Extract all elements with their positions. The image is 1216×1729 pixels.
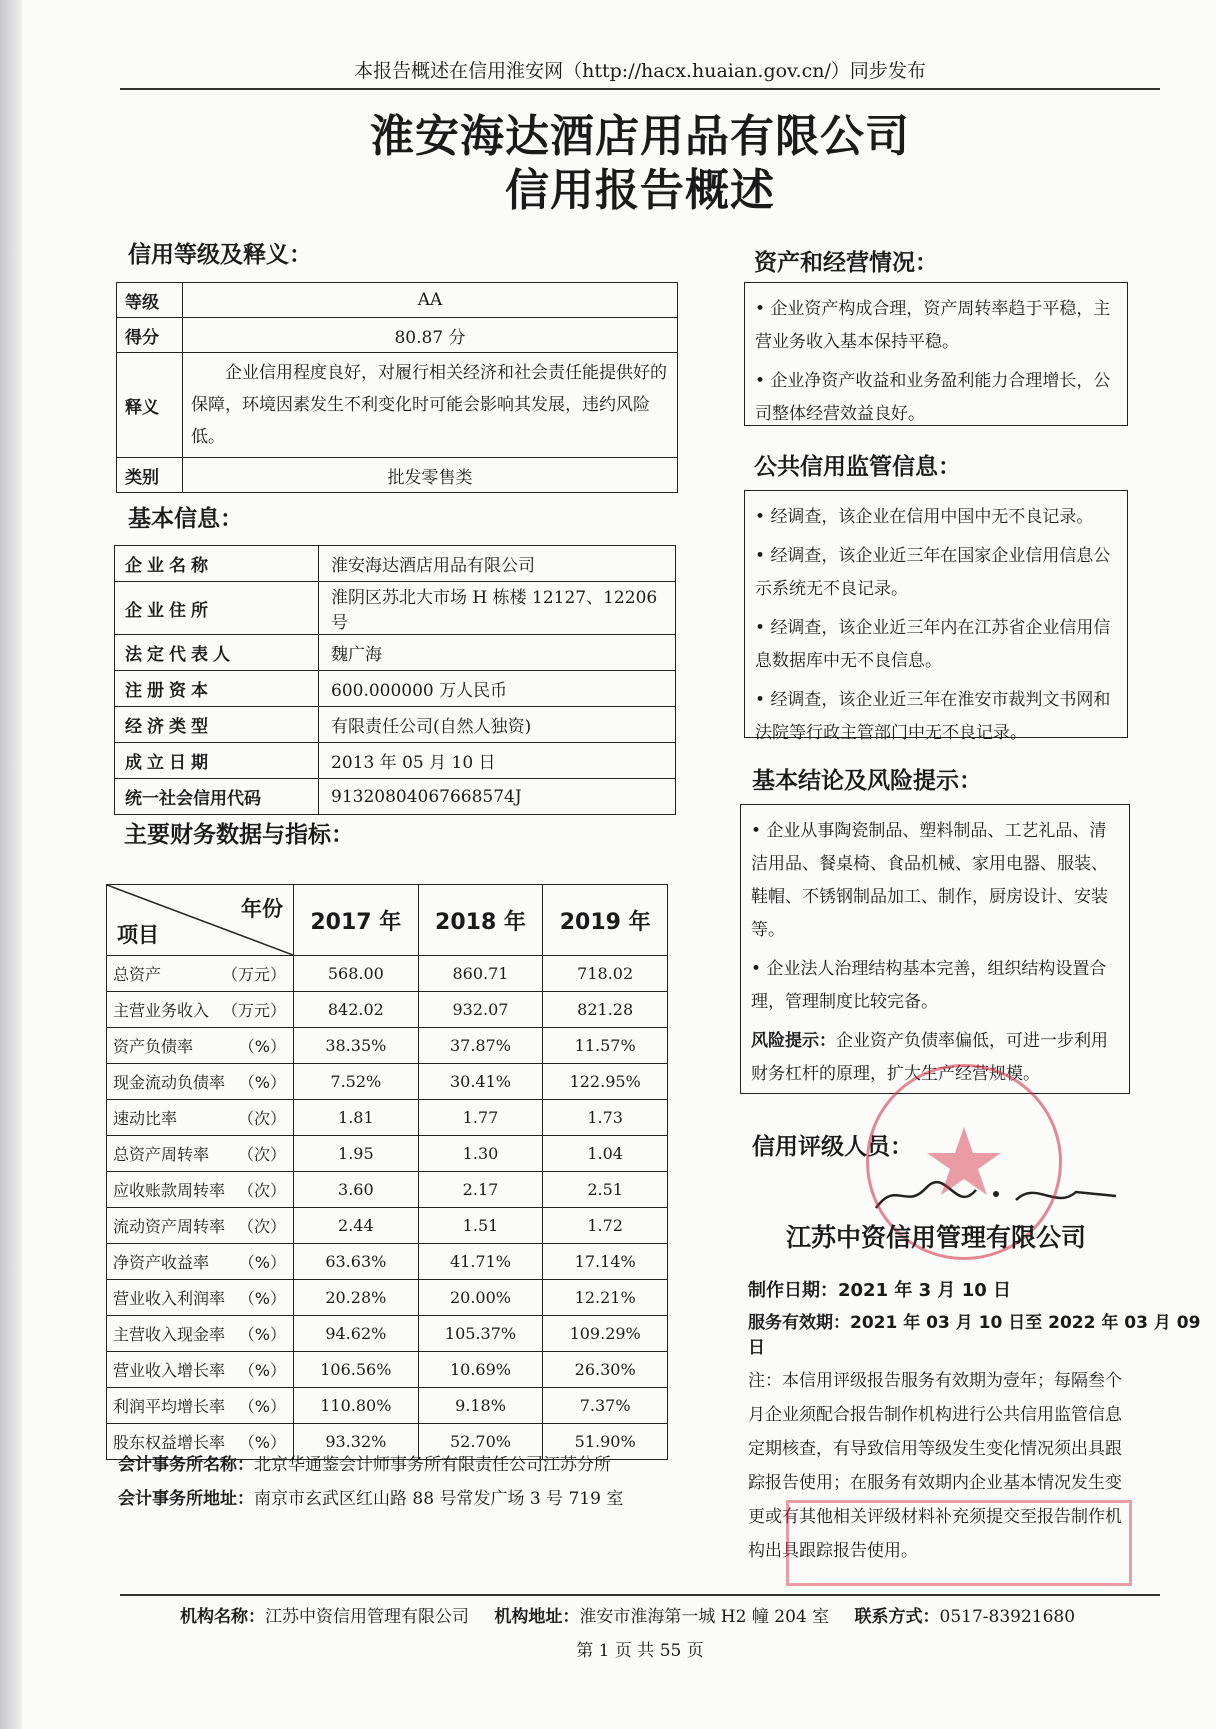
footer-org-label: 机构名称： (180, 1607, 265, 1627)
financial-value: 2.17 (418, 1172, 543, 1208)
financial-item-name (107, 1208, 294, 1244)
financial-item-label: 现金流动负债率 (113, 1073, 226, 1092)
footer-addr-label: 机构地址： (494, 1607, 580, 1627)
score-value: 80.87 分 (183, 318, 678, 353)
financial-value: 568.00 (294, 956, 419, 992)
financial-item-label: 主营收入现金率 (113, 1325, 226, 1344)
conclusion-heading: 基本结论及风险提示： (752, 768, 982, 794)
basic-info-heading: 基本信息： (128, 506, 243, 532)
financial-value: 932.07 (418, 992, 543, 1028)
financial-item-name (107, 1316, 294, 1352)
financial-item-unit: （次） (237, 1217, 286, 1236)
basic-row (115, 546, 676, 582)
financial-item-label: 速动比率 (113, 1109, 178, 1128)
financial-value: 122.95% (543, 1064, 668, 1100)
year-2019-header: 2019 年 (543, 885, 668, 956)
publish-note: 本报告概述在信用淮安网（http://hacx.huaian.gov.cn/）同步发布 (354, 60, 926, 82)
financial-value: 1.51 (418, 1208, 543, 1244)
category-value: 批发零售类 (183, 458, 678, 493)
category-label: 类别 (117, 458, 183, 493)
corner-year-label: 年份 (241, 897, 283, 921)
financial-item-name (107, 956, 294, 992)
financial-item-label: 净资产收益率 (113, 1253, 210, 1272)
financial-value: 1.30 (418, 1136, 543, 1172)
financial-table (106, 884, 668, 1460)
economic-type-value: 有限责任公司(自然人独资) (319, 707, 676, 743)
financial-item-label: 利润平均增长率 (113, 1397, 226, 1416)
credit-code-value: 91320804067668574J (319, 779, 676, 815)
financial-item-name (107, 1352, 294, 1388)
capital-label: 注册资本 (115, 671, 319, 707)
financial-value: 41.71% (418, 1244, 543, 1280)
financial-item-label: 流动资产周转率 (113, 1217, 226, 1236)
definition-row (117, 353, 678, 458)
header-divider (120, 88, 1160, 90)
financial-value: 1.72 (543, 1208, 668, 1244)
financial-row (107, 1388, 668, 1424)
footer-divider (120, 1594, 1160, 1596)
financial-item-unit: （%） (238, 1253, 286, 1272)
basic-row (115, 635, 676, 671)
financial-value: 821.28 (543, 992, 668, 1028)
financial-item-label: 营业收入增长率 (113, 1361, 226, 1380)
footer-addr-value: 淮安市淮海第一城 H2 幢 204 室 (579, 1607, 830, 1627)
financial-item-label: 总资产 (113, 965, 162, 984)
financial-item-unit: （%） (238, 1037, 286, 1056)
credit-grade-table (116, 282, 678, 493)
basic-row (115, 582, 676, 635)
financial-value: 20.28% (294, 1280, 419, 1316)
financial-value: 860.71 (418, 956, 543, 992)
company-name-value: 淮安海达酒店用品有限公司 (319, 546, 676, 582)
financial-item-label: 主营业务收入 (113, 1001, 210, 1020)
assets-ops-heading: 资产和经营情况： (754, 250, 938, 276)
financial-item-name (107, 1280, 294, 1316)
public-credit-item-text: 经调查，该企业近三年内在江苏省企业信用信息数据库中无不良信息。 (755, 618, 1111, 671)
conclusion-item: • 企业从事陶瓷制品、塑料制品、工艺礼品、清洁用品、餐桌椅、食品机械、家用电器、服装、鞋帽、不锈钢制品加工、制作，厨房设计、安装等。 (751, 821, 1108, 940)
financial-item-name (107, 1244, 294, 1280)
public-credit-heading: 公共信用监管信息： (754, 454, 961, 480)
financial-item-unit: （%） (238, 1073, 286, 1092)
financial-value: 110.80% (294, 1388, 419, 1424)
financial-value: 1.81 (294, 1100, 419, 1136)
year-2018-header: 2018 年 (418, 885, 543, 956)
public-credit-item-text: 经调查，该企业近三年在淮安市裁判文书网和法院等行政主管部门中无不良记录。 (755, 690, 1111, 743)
legal-rep-label: 法定代表人 (115, 635, 319, 671)
credit-code-label: 统一社会信用代码 (115, 779, 319, 815)
financial-item-name (107, 1028, 294, 1064)
basic-row (115, 707, 676, 743)
financial-item-unit: （%） (238, 1361, 286, 1380)
financial-value: 93.32% (294, 1424, 419, 1460)
category-row (117, 458, 678, 493)
financial-value: 1.04 (543, 1136, 668, 1172)
financial-value: 718.02 (543, 956, 668, 992)
financial-value: 106.56% (294, 1352, 419, 1388)
economic-type-label: 经济类型 (115, 707, 319, 743)
financial-row (107, 992, 668, 1028)
legal-rep-value: 魏广海 (319, 635, 676, 671)
financial-item-name (107, 1064, 294, 1100)
financial-row (107, 1100, 668, 1136)
accounting-addr-line (118, 1484, 623, 1509)
financial-row (107, 1208, 668, 1244)
financial-value: 52.70% (418, 1424, 543, 1460)
financial-item-name (107, 1172, 294, 1208)
financial-item-name (107, 1388, 294, 1424)
financial-value: 63.63% (294, 1244, 419, 1280)
financial-item-unit: （万元） (221, 1001, 286, 1020)
rating-heading: 信用评级人员： (752, 1134, 913, 1160)
production-date-value: 2021 年 3 月 10 日 (838, 1280, 1012, 1301)
basic-info-table (114, 545, 676, 815)
conclusion-item: • 企业法人治理结构基本完善，组织结构设置合理，管理制度比较完备。 (751, 959, 1107, 1012)
financial-row (107, 1172, 668, 1208)
risk-text: 企业资产负债率偏低，可进一步利用财务杠杆的原理，扩大生产经营规模。 (751, 1031, 1108, 1084)
credit-grade-heading: 信用等级及释义： (128, 242, 312, 268)
financial-row (107, 1352, 668, 1388)
footer-org-value: 江苏中资信用管理有限公司 (265, 1607, 469, 1627)
financial-value: 7.37% (543, 1388, 668, 1424)
financial-row (107, 1280, 668, 1316)
financial-item-unit: （次） (237, 1109, 286, 1128)
financial-value: 17.14% (543, 1244, 668, 1280)
financial-value: 9.18% (418, 1388, 543, 1424)
footer-info (180, 1602, 1075, 1627)
financial-item-unit: （%） (238, 1289, 286, 1308)
financial-value: 11.57% (543, 1028, 668, 1064)
financial-value: 842.02 (294, 992, 419, 1028)
public-credit-item-text: 经调查，该企业近三年在国家企业信用信息公示系统无不良记录。 (755, 546, 1111, 599)
accounting-addr-value: 南京市玄武区红山路 88 号常发广场 3 号 719 室 (254, 1489, 624, 1509)
definition-label: 释义 (117, 353, 183, 458)
financial-row (107, 1316, 668, 1352)
conclusion-item-text: 企业法人治理结构基本完善，组织结构设置合理，管理制度比较完备。 (751, 959, 1107, 1012)
assets-ops-item: • 企业资产构成合理，资产周转率趋于平稳，主营业务收入基本保持平稳。 (755, 299, 1111, 352)
accounting-firm-label: 会计事务所名称： (118, 1455, 254, 1475)
corner-item-label: 项目 (117, 923, 159, 947)
risk-label: 风险提示： (751, 1031, 836, 1051)
financial-row (107, 956, 668, 992)
financial-row (107, 1136, 668, 1172)
financial-row (107, 1064, 668, 1100)
financial-value: 37.87% (418, 1028, 543, 1064)
public-credit-item: • 经调查，该企业近三年内在江苏省企业信用信息数据库中无不良信息。 (755, 618, 1111, 671)
conclusion-item-text: 企业从事陶瓷制品、塑料制品、工艺礼品、清洁用品、餐桌椅、食品机械、家用电器、服装、鞋帽、不锈钢制品加工、制作，厨房设计、安装等。 (751, 821, 1108, 940)
capital-value: 600.000000 万人民币 (319, 671, 676, 707)
financial-value: 94.62% (294, 1316, 419, 1352)
financial-row (107, 1244, 668, 1280)
financial-value: 105.37% (418, 1316, 543, 1352)
financial-item-unit: （%） (238, 1325, 286, 1344)
footer-contact-label: 联系方式： (854, 1607, 940, 1627)
financial-item-unit: （%） (238, 1397, 286, 1416)
financial-value: 51.90% (543, 1424, 668, 1460)
assets-ops-item-text: 企业资产构成合理，资产周转率趋于平稳，主营业务收入基本保持平稳。 (755, 299, 1111, 352)
financial-item-unit: （次） (237, 1145, 286, 1164)
grade-row (117, 283, 678, 318)
accounting-firm-value: 北京华通鉴会计师事务所有限责任公司江苏分所 (254, 1455, 611, 1475)
accounting-addr-label: 会计事务所地址： (118, 1489, 254, 1509)
grade-label: 等级 (117, 283, 183, 318)
score-label: 得分 (117, 318, 183, 353)
assets-ops-item-text: 企业净资产收益和业务盈利能力合理增长，公司整体经营效益良好。 (755, 371, 1111, 424)
financial-item-name (107, 1136, 294, 1172)
validity-label: 服务有效期： (748, 1313, 850, 1333)
financial-value: 10.69% (418, 1352, 543, 1388)
public-credit-box (744, 490, 1128, 743)
financial-row (107, 1028, 668, 1064)
financial-item-label: 营业收入利润率 (113, 1289, 226, 1308)
financial-heading: 主要财务数据与指标： (124, 822, 354, 848)
financial-value: 109.29% (543, 1316, 668, 1352)
company-name-label: 企业名称 (115, 546, 319, 582)
financial-value: 20.00% (418, 1280, 543, 1316)
address-label: 企业住所 (115, 582, 319, 635)
public-credit-item: • 经调查，该企业近三年在淮安市裁判文书网和法院等行政主管部门中无不良记录。 (755, 690, 1111, 743)
financial-value: 2.44 (294, 1208, 419, 1244)
financial-item-label: 应收账款周转率 (113, 1181, 226, 1200)
year-2017-header: 2017 年 (294, 885, 419, 956)
assets-ops-box (744, 282, 1128, 426)
financial-item-unit: （%） (238, 1433, 286, 1452)
financial-item-label: 总资产周转率 (113, 1145, 210, 1164)
financial-value: 3.60 (294, 1172, 419, 1208)
financial-item-label: 资产负债率 (113, 1037, 194, 1056)
footer-contact-value: 0517-83921680 (939, 1607, 1076, 1627)
basic-row (115, 671, 676, 707)
score-row (117, 318, 678, 353)
validity-note: 注：本信用评级报告服务有效期为壹年；每隔叁个月企业须配合报告制作机构进行公共信用监管信息定期核查，有导致信用等级发生变化情况须出具跟踪报告使用；在服务有效期内企业基本情况发生变更或有其他相关评级材料补充须提交至报告制作机构出具跟踪报告使用。 (748, 1371, 1122, 1561)
public-credit-item: • 经调查，该企业在信用中国中无不良记录。 (755, 507, 1094, 527)
financial-item-name (107, 1100, 294, 1136)
basic-row (115, 779, 676, 815)
established-value: 2013 年 05 月 10 日 (319, 743, 676, 779)
assets-ops-item: • 企业净资产收益和业务盈利能力合理增长，公司整体经营效益良好。 (755, 371, 1111, 424)
rating-company: 江苏中资信用管理有限公司 (786, 1223, 1087, 1252)
financial-value: 30.41% (418, 1064, 543, 1100)
production-date-line (748, 1276, 1011, 1302)
financial-value: 2.51 (543, 1172, 668, 1208)
financial-item-name (107, 992, 294, 1028)
basic-row (115, 743, 676, 779)
scan-edge (0, 0, 22, 1729)
grade-value: AA (183, 283, 678, 318)
financial-value: 26.30% (543, 1352, 668, 1388)
financial-item-unit: （次） (237, 1181, 286, 1200)
production-date-label: 制作日期： (748, 1280, 838, 1301)
financial-item-label: 股东权益增长率 (113, 1433, 226, 1452)
definition-value: 企业信用程度良好，对履行相关经济和社会责任能提供好的保障，环境因素发生不利变化时可能会影响其发展，违约风险低。 (183, 353, 678, 458)
financial-header-row (107, 885, 668, 956)
financial-value: 1.73 (543, 1100, 668, 1136)
page-number: 第 1 页 共 55 页 (576, 1641, 704, 1661)
financial-value: 38.35% (294, 1028, 419, 1064)
established-label: 成立日期 (115, 743, 319, 779)
financial-value: 12.21% (543, 1280, 668, 1316)
financial-value: 1.95 (294, 1136, 419, 1172)
accounting-firm-line (118, 1450, 611, 1475)
financial-item-unit: （万元） (221, 965, 286, 984)
report-title-company: 淮安海达酒店用品有限公司 (370, 111, 910, 162)
validity-value: 2021 年 03 月 10 日至 2022 年 03 月 09 日 (748, 1313, 1201, 1358)
corner-cell (107, 885, 294, 956)
public-credit-item-text: 经调查，该企业在信用中国中无不良记录。 (770, 507, 1094, 527)
report-title: 信用报告概述 (505, 165, 775, 216)
public-credit-item: • 经调查，该企业近三年在国家企业信用信息公示系统无不良记录。 (755, 546, 1111, 599)
address-value: 淮阴区苏北大市场 H 栋楼 12127、12206 号 (319, 582, 676, 635)
registration-seal-stamp (786, 1500, 1132, 1586)
conclusion-box (740, 804, 1130, 1094)
financial-value: 7.52% (294, 1064, 419, 1100)
financial-value: 1.77 (418, 1100, 543, 1136)
validity-line (748, 1308, 1216, 1358)
